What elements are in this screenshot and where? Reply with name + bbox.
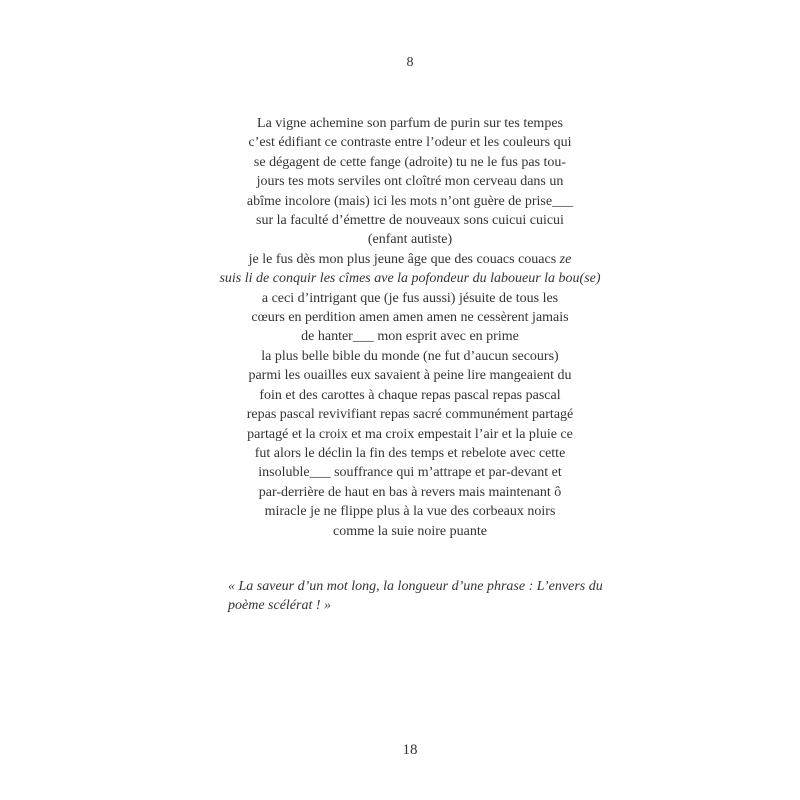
poem-line: parmi les ouailles eux savaient à peine lire mangeaient du [248,368,572,384]
page-number: 18 [402,742,418,758]
poem-line: sur la faculté d’émettre de nouveaux sons cuicui cuicui [256,213,564,229]
poem-line: de hanter___ mon esprit avec en prime [301,329,519,345]
section-number: 8 [406,55,414,70]
poem-line: la plus belle bible du monde (ne fut d’aucun secours) [261,348,559,364]
poem-line: miracle je ne flippe plus à la vue des corbeaux noirs [264,504,556,520]
poem-line: repas pascal revivifiant repas sacré communément partagé [246,407,574,423]
poem-italic-fragment: ze [559,251,572,267]
poem-line: jours tes mots serviles ont cloîtré mon cerveau dans un [256,174,564,190]
poem-line: fut alors le déclin la fin des temps et rebelote avec cette [254,445,566,461]
poem-line: partagé et la croix et ma croix empestait l’air et la pluie ce [247,426,573,442]
quote-line: poème scélérat ! » [228,598,332,614]
poem-line: c’est édifiant ce contraste entre l’odeur et les couleurs qui [248,135,572,151]
poem-line: La vigne achemine son parfum de purin sur tes tempes [257,116,563,131]
poem-line: a ceci d’intrigant que (je fus aussi) jésuite de tous les [261,290,559,306]
quote-line: « La saveur d’un mot long, la longueur d’une phrase : L’envers du [228,579,603,594]
closing-quote [228,577,608,616]
poem-line: se dégagent de cette fange (adroite) tu ne le fus pas tou- [253,154,567,170]
poem-line: cœurs en perdition amen amen amen ne cessèrent jamais [251,310,569,326]
poem-line: abîme incolore (mais) ici les mots n’ont guère de prise___ [246,193,574,209]
poem-line: (enfant autiste) [367,232,453,248]
poem-line-roman: je le fus dès mon plus jeune âge que des couacs couacs [248,251,557,267]
poem-line: foin et des carottes à chaque repas pascal repas pascal [259,387,561,403]
poem-line: insoluble___ souffrance qui m’attrape et par-devant et [258,465,562,481]
poem-line-mixed [210,250,610,269]
poem-body [210,114,610,541]
poem-line: par-derrière de haut en bas à revers mais maintenant ô [258,484,562,500]
poem-italic-line: suis li de conquir les cîmes ave la pofondeur du laboueur la bou(se) [219,271,601,287]
poem-line: comme la suie noire puante [333,523,487,539]
